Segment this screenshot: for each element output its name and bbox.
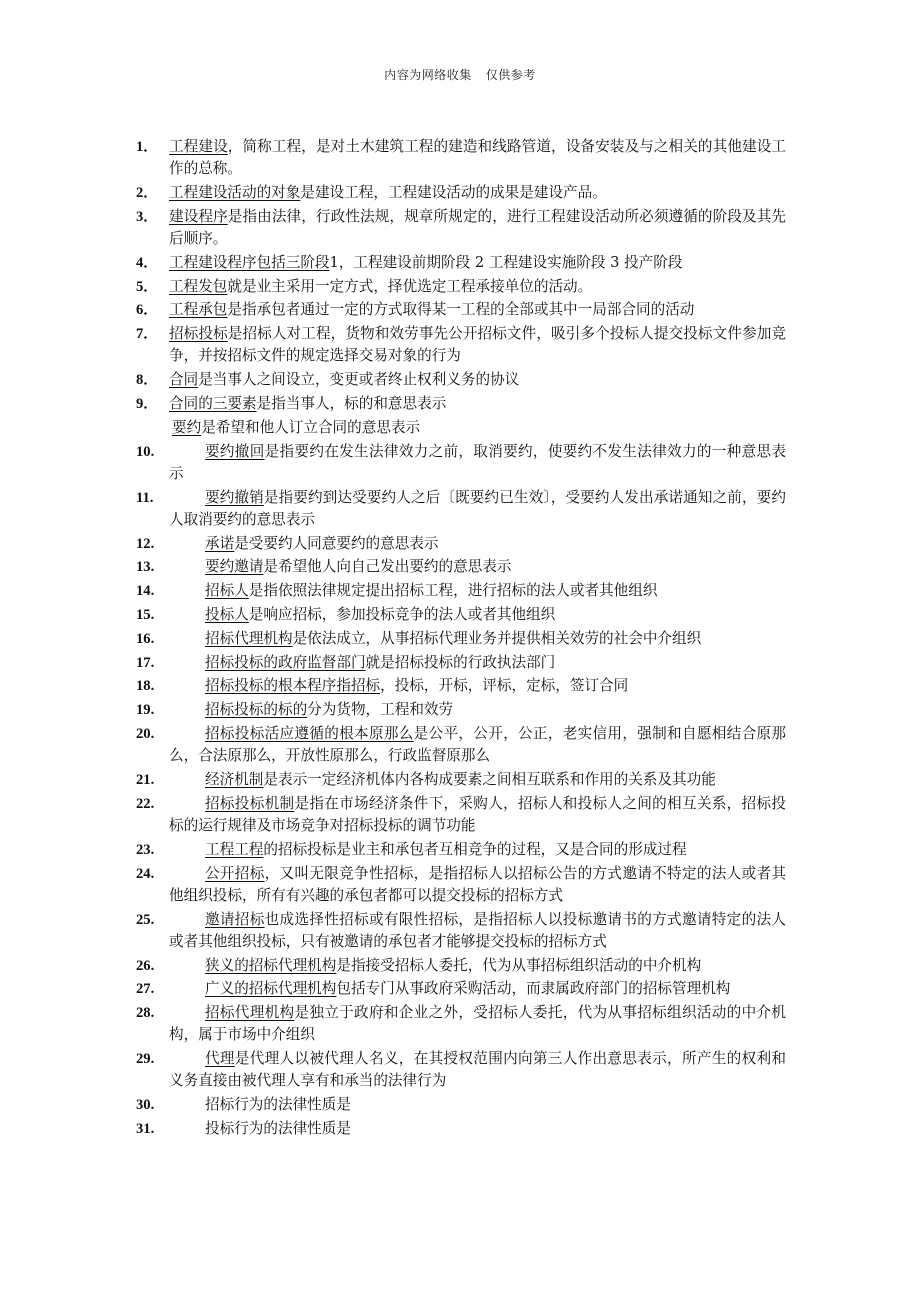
list-item [136,723,786,767]
defined-term: 工程建设程序包括三阶段 [169,253,330,271]
defined-term: 招标人 [205,582,249,600]
item-text-wrap [169,1050,786,1089]
item-body [169,793,786,837]
definition-text: 是招标人对工程，货物和效劳事先公开招标文件，吸引多个投标人提交投标文件参加竞争，并按招标文件的规定选择交易对象的行为 [169,325,786,365]
item-text-wrap [169,301,694,318]
list-item [136,136,786,180]
item-number: 5． [136,278,158,295]
list-item [136,417,786,439]
list-item [136,1094,786,1116]
item-text-wrap [169,254,682,271]
definition-text: ，又叫无限竞争性招标，是指招标人以招标公告的方式邀请不特定的法人或者其他组织投标，所有有兴趣的承包者都可以提交投标的招标方式 [169,864,786,904]
list-item [136,533,786,555]
item-number: 9． [136,395,158,412]
item-body [169,1094,786,1116]
item-body [169,723,786,767]
defined-term: 招标代理机构 [205,629,293,647]
list-item [136,580,786,602]
defined-term: 建设程序 [169,207,228,225]
item-text-wrap [169,841,687,858]
item-text-wrap [169,1120,351,1137]
list-item [136,1118,786,1140]
item-text-wrap [169,771,716,788]
defined-term: 经济机制 [205,770,264,788]
item-number: 20. [136,725,155,742]
list-item [136,299,786,321]
item-number: 1． [136,139,158,155]
definition-text: 是公平，公开，公正，老实信用，强制和自愿相结合原那么，合法原那么，开放性原那么，行政监督原那么 [169,724,786,765]
item-body [169,769,786,791]
item-number: 14. [136,583,155,600]
list-item [136,1048,786,1092]
item-number: 13. [136,559,155,576]
item-body [169,675,786,697]
item-body [169,533,786,555]
item-text-wrap [169,606,555,623]
item-number: 18. [136,678,155,695]
defined-term: 广义的招标代理机构 [205,980,337,998]
item-text-wrap [169,535,439,552]
definition-text: 包括专门从事政府采购活动，而隶属政府部门的招标管理机构 [336,980,731,998]
definition-text: 是指由法律，行政性法规，规章所规定的，进行工程建设活动所必须遵循的阶段及其先后顺序。 [169,207,786,247]
item-number: 6． [136,302,158,319]
item-body [169,323,786,367]
item-text-wrap [172,419,420,436]
item-number: 21. [136,771,155,788]
item-body [169,299,786,321]
item-text-wrap [169,278,592,295]
definition-text: 是响应招标，参加投标竞争的法人或者其他组织 [248,605,556,623]
item-body [169,276,786,298]
definition-text: ，简称工程，是对土木建筑工程的建造和线路管道，设备安装及与之相关的其他建设工作的总称。 [169,138,786,178]
definition-text: 是指要约到达受要约人之后〔既要约已生效〕，受要约人发出承诺通知之前，要约人取消要约的意思表示 [169,488,786,528]
item-body [169,393,786,415]
item-number: 7． [136,326,158,343]
item-text-wrap [169,371,519,388]
defined-term: 招标投标的标的 [205,701,308,719]
header-note-left: 内容为网络收集 [384,68,472,82]
list-item [136,909,786,953]
item-text-wrap [169,911,786,950]
list-item [136,393,786,415]
definition-text: 是当事人之间设立，变更或者终止权利义务的协议 [198,371,520,389]
item-text-wrap [169,138,786,177]
item-number: 24. [136,865,155,882]
item-number: 23. [136,841,155,858]
item-text-wrap [169,208,786,247]
list-item [136,769,786,791]
item-number: 27. [136,981,155,998]
item-body [169,136,786,180]
defined-term: 邀请招标 [205,910,265,928]
item-body [169,252,786,274]
item-number: 25. [136,911,155,928]
definition-text: 1，工程建设前期阶段 2 工程建设实施阶段 3 投产阶段 [329,253,683,271]
list-item [136,675,786,697]
definition-text: 是指承包者通过一定的方式取得某一工程的全部或其中一局部合同的活动 [227,301,695,319]
item-number: 11. [136,489,154,506]
list-item [136,252,786,274]
defined-term: 工程工程 [205,840,264,858]
item-body [169,863,786,907]
defined-term: 要约撤销 [205,488,264,506]
item-body [169,1048,786,1092]
definition-list [136,136,786,1142]
definition-text: 是表示一定经济机体内各构成要素之间相互联系和作用的关系及其功能 [263,770,716,788]
defined-term: 公开招标 [205,864,265,882]
item-number: 3． [136,208,158,225]
defined-term: 招标代理机构 [205,1004,295,1022]
list-item [136,182,786,204]
item-number: 29. [136,1051,155,1068]
definition-text: 是独立于政府和企业之外，受招标人委托，代为从事招标组织活动的中介机构，属于市场中介组织 [169,1004,786,1044]
definition-text: 是依法成立，从事招标代理业务并提供相关效劳的社会中介组织 [292,629,702,647]
item-body [169,369,786,391]
defined-term: 工程承包 [169,301,228,319]
item-number: 17. [136,654,155,671]
definition-text: ，投标，开标，评标，定标，签订合同 [380,677,629,695]
item-text-wrap [169,443,786,482]
defined-term: 招标投标的根本程序指招标 [205,677,381,695]
list-item [136,652,786,674]
item-body [169,652,786,674]
item-body [172,417,786,439]
item-body [169,628,786,650]
definition-text: 是希望他人向自己发出要约的意思表示 [263,558,512,576]
item-body [169,1118,786,1140]
item-text-wrap [169,795,786,834]
item-number [136,417,172,439]
definition-text: 是代理人以被代理人名义，在其授权范围内向第三人作出意思表示，所产生的权利和义务直接由被代理人享有和承当的法律行为 [169,1050,786,1090]
definition-text: 投标行为的法律性质是 [205,1119,351,1137]
defined-term: 招标投标 [169,325,228,343]
defined-term: 合同的三要素 [169,394,257,412]
item-number: 30. [136,1097,155,1114]
item-text-wrap [169,865,786,904]
item-text-wrap [169,701,453,718]
item-body [169,955,786,977]
item-body [169,1002,786,1046]
definition-text: 是指要约在发生法律效力之前，取消要约，使要约不发生法律效力的一种意思表示 [169,442,786,482]
defined-term: 要约撤回 [205,442,265,460]
item-body [169,699,786,721]
item-text-wrap [169,980,730,997]
page-header [0,66,920,83]
item-body [169,909,786,953]
item-text-wrap [169,677,628,694]
definition-text: 是建设工程，工程建设活动的成果是建设产品。 [300,184,607,201]
item-body [169,206,786,250]
defined-term: 代理 [205,1050,235,1068]
defined-term: 工程建设 [169,138,228,155]
item-text-wrap [169,630,701,647]
list-item [136,793,786,837]
definition-text: 是指当事人，标的和意思表示 [256,394,447,412]
item-number: 12. [136,535,155,552]
defined-term: 要约邀请 [205,558,264,576]
item-text-wrap [169,325,786,364]
item-number: 28. [136,1005,155,1022]
definition-text: 分为货物，工程和效劳 [307,701,454,719]
list-item [136,323,786,367]
defined-term: 招标投标机制 [205,794,295,812]
definition-text: 是指在市场经济条件下，采购人，招标人和投标人之间的相互关系，招标投标的运行规律及市场竞争对招标投标的调节功能 [169,794,786,834]
item-body [169,978,786,1000]
defined-term: 投标人 [205,605,249,623]
list-item [136,628,786,650]
defined-term: 招标投标活应遵循的根本原那么 [205,724,414,742]
item-number: 31. [136,1120,155,1137]
definition-text: 就是业主采用一定方式，择优选定工程承接单位的活动。 [227,277,593,295]
item-text-wrap [169,1096,351,1113]
definition-text: 是指接受招标人委托，代为从事招标组织活动的中介机构 [336,956,702,974]
defined-term: 工程建设活动的对象 [169,184,301,201]
list-item [136,839,786,861]
defined-term: 要约 [172,418,202,436]
item-body [169,487,786,531]
item-number: 19. [136,702,155,719]
item-text-wrap [169,654,555,671]
item-number: 4． [136,254,158,271]
list-item [136,369,786,391]
definition-text: 是受要约人同意要约的意思表示 [234,534,439,552]
list-item [136,1002,786,1046]
list-item [136,955,786,977]
defined-term: 合同 [169,371,199,389]
defined-term: 招标投标的政府监督部门 [205,653,366,671]
item-text-wrap [169,184,607,201]
item-text-wrap [169,558,512,575]
item-body [169,441,786,485]
item-body [169,182,786,204]
item-text-wrap [169,957,701,974]
defined-term: 承诺 [205,534,235,552]
definition-text: 是希望和他人订立合同的意思表示 [201,418,421,436]
list-item [136,699,786,721]
list-item [136,978,786,1000]
item-text-wrap [169,489,786,528]
defined-term: 狭义的招标代理机构 [205,956,337,974]
list-item [136,604,786,626]
item-body [169,580,786,602]
item-number: 22. [136,795,155,812]
list-item [136,206,786,250]
definition-text: 招标行为的法律性质是 [205,1096,351,1114]
item-text-wrap [169,725,786,764]
item-number: 2． [136,185,158,201]
defined-term: 工程发包 [169,277,228,295]
definition-text: 也成选择性招标或有限性招标，是指招标人以投标邀请书的方式邀请特定的法人或者其他组织投标，只有被邀请的承包者才能够提交投标的招标方式 [169,910,786,950]
list-item [136,276,786,298]
definition-text: 的招标投标是业主和承包者互相竞争的过程，又是合同的形成过程 [263,840,687,858]
list-item [136,441,786,485]
item-body [169,839,786,861]
item-text-wrap [169,1004,786,1043]
item-body [169,604,786,626]
definition-text: 就是招标投标的行政执法部门 [365,653,556,671]
list-item [136,556,786,578]
item-number: 26. [136,957,155,974]
header-note-right: 仅供参考 [485,68,536,82]
item-number: 10. [136,443,155,460]
item-body [169,556,786,578]
item-number: 15. [136,606,155,623]
definition-text: 是指依照法律规定提出招标工程，进行招标的法人或者其他组织 [248,582,658,600]
item-number: 8． [136,372,158,389]
item-text-wrap [169,582,657,599]
item-text-wrap [169,395,446,412]
list-item [136,487,786,531]
item-number: 16. [136,630,155,647]
list-item [136,863,786,907]
